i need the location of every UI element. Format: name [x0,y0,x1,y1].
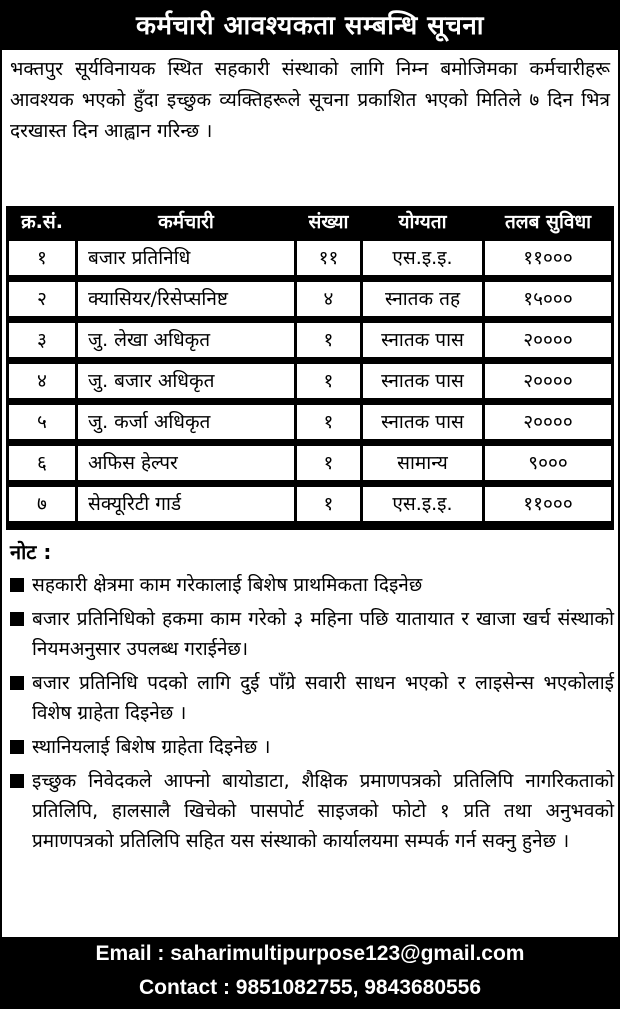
square-bullet-icon [10,676,24,690]
cell-count: १ [297,446,360,480]
table-row [6,484,614,524]
cell-qualification: एस.इ.इ. [363,241,482,275]
header-qualification: योग्यता [363,206,482,238]
cell-serial: ४ [9,364,75,398]
cell-position: जु. कर्जा अधिकृत [78,405,294,439]
cell-salary: ९००० [485,446,611,480]
table-row [6,320,614,360]
cell-count: १ [297,364,360,398]
table-row [6,402,614,442]
cell-position: सेक्यूरिटी गार्ड [78,487,294,521]
cell-qualification: स्नातक पास [363,364,482,398]
cell-salary: २०००० [485,364,611,398]
cell-salary: ११००० [485,487,611,521]
header-salary: तलब सुविधा [485,206,611,238]
notice-title: कर्मचारी आवश्यकता सम्बन्धि सूचना [2,2,618,50]
cell-salary: २०००० [485,405,611,439]
cell-qualification: स्नातक पास [363,323,482,357]
cell-count: १ [297,323,360,357]
note-text: स्थानियलाई बिशेष ग्राहेता दिइनेछ । [32,736,271,758]
contact-footer [2,937,618,1007]
cell-position: बजार प्रतिनिधि [78,241,294,275]
header-serial: क्र.सं. [9,206,75,238]
note-text: इच्छुक निवेदकले आफ्नो बायोडाटा, शैक्षिक प्रमाणपत्रको प्रतिलिपि नागरिकताको प्रतिलिपि, हालसालै खिचेको पासपोर्ट साइजको फोटो १ प्रति तथा अनुभवको प्रमाणपत्रको प्रतिलिपि सहित यस संस्थाको कार्यालयमा सम्पर्क गर्न सक्नु हुनेछ । [32,770,614,852]
square-bullet-icon [10,578,24,592]
table-row [6,279,614,319]
intro-paragraph: भक्तपुर सूर्यविनायक स्थित सहकारी संस्थाको लागि निम्न बमोजिमका कर्मचारीहरू आवश्यक भएको हुँदा इच्छुक व्यक्तिहरूले सूचना प्रकाशित भएको मितिले ७ दिन भित्र दरखास्त दिन आह्वान गरिन्छ । [10,58,610,142]
note-label: नोट : [10,540,52,564]
header-position: कर्मचारी [78,206,294,238]
vacancy-table [6,206,614,530]
list-item [8,668,614,728]
table-row [6,361,614,401]
square-bullet-icon [10,774,24,788]
cell-serial: ३ [9,323,75,357]
cell-salary: २०००० [485,323,611,357]
cell-serial: १ [9,241,75,275]
cell-qualification: सामान्य [363,446,482,480]
cell-position: क्यासियर/रिसेप्सनिष्ट [78,282,294,316]
notes-list [8,570,614,860]
list-item [8,766,614,856]
cell-position: जु. लेखा अधिकृत [78,323,294,357]
table-row [6,443,614,483]
header-count: संख्या [297,206,360,238]
cell-serial: ७ [9,487,75,521]
contact-line: Contact : 9851082755, 9843680556 [138,976,482,999]
email-line: Email : saharimultipurpose123@gmail.com [95,942,525,965]
cell-salary: १५००० [485,282,611,316]
cell-count: ११ [297,241,360,275]
cell-position: जु. बजार अधिकृत [78,364,294,398]
list-item [8,732,614,762]
cell-count: ४ [297,282,360,316]
cell-count: १ [297,405,360,439]
square-bullet-icon [10,740,24,754]
cell-salary: ११००० [485,241,611,275]
note-text: बजार प्रतिनिधि पदको लागि दुई पाँग्रे सवारी साधन भएको र लाइसेन्स भएकोलाई विशेष ग्राहेता दिइनेछ । [32,672,614,724]
cell-count: १ [297,487,360,521]
table-row [6,238,614,278]
cell-qualification: एस.इ.इ. [363,487,482,521]
cell-qualification: स्नातक तह [363,282,482,316]
cell-serial: ५ [9,405,75,439]
note-text: बजार प्रतिनिधिको हकमा काम गरेको ३ महिना पछि यातायात र खाजा खर्च संस्थाको नियमअनुसार उपलब्ध गराईनेछ। [32,608,614,660]
square-bullet-icon [10,612,24,626]
cell-position: अफिस हेल्पर [78,446,294,480]
list-item [8,604,614,664]
cell-serial: २ [9,282,75,316]
list-item [8,570,614,600]
cell-qualification: स्नातक पास [363,405,482,439]
cell-serial: ६ [9,446,75,480]
note-text: सहकारी क्षेत्रमा काम गरेकालाई बिशेष प्राथमिकता दिइनेछ [32,574,423,596]
